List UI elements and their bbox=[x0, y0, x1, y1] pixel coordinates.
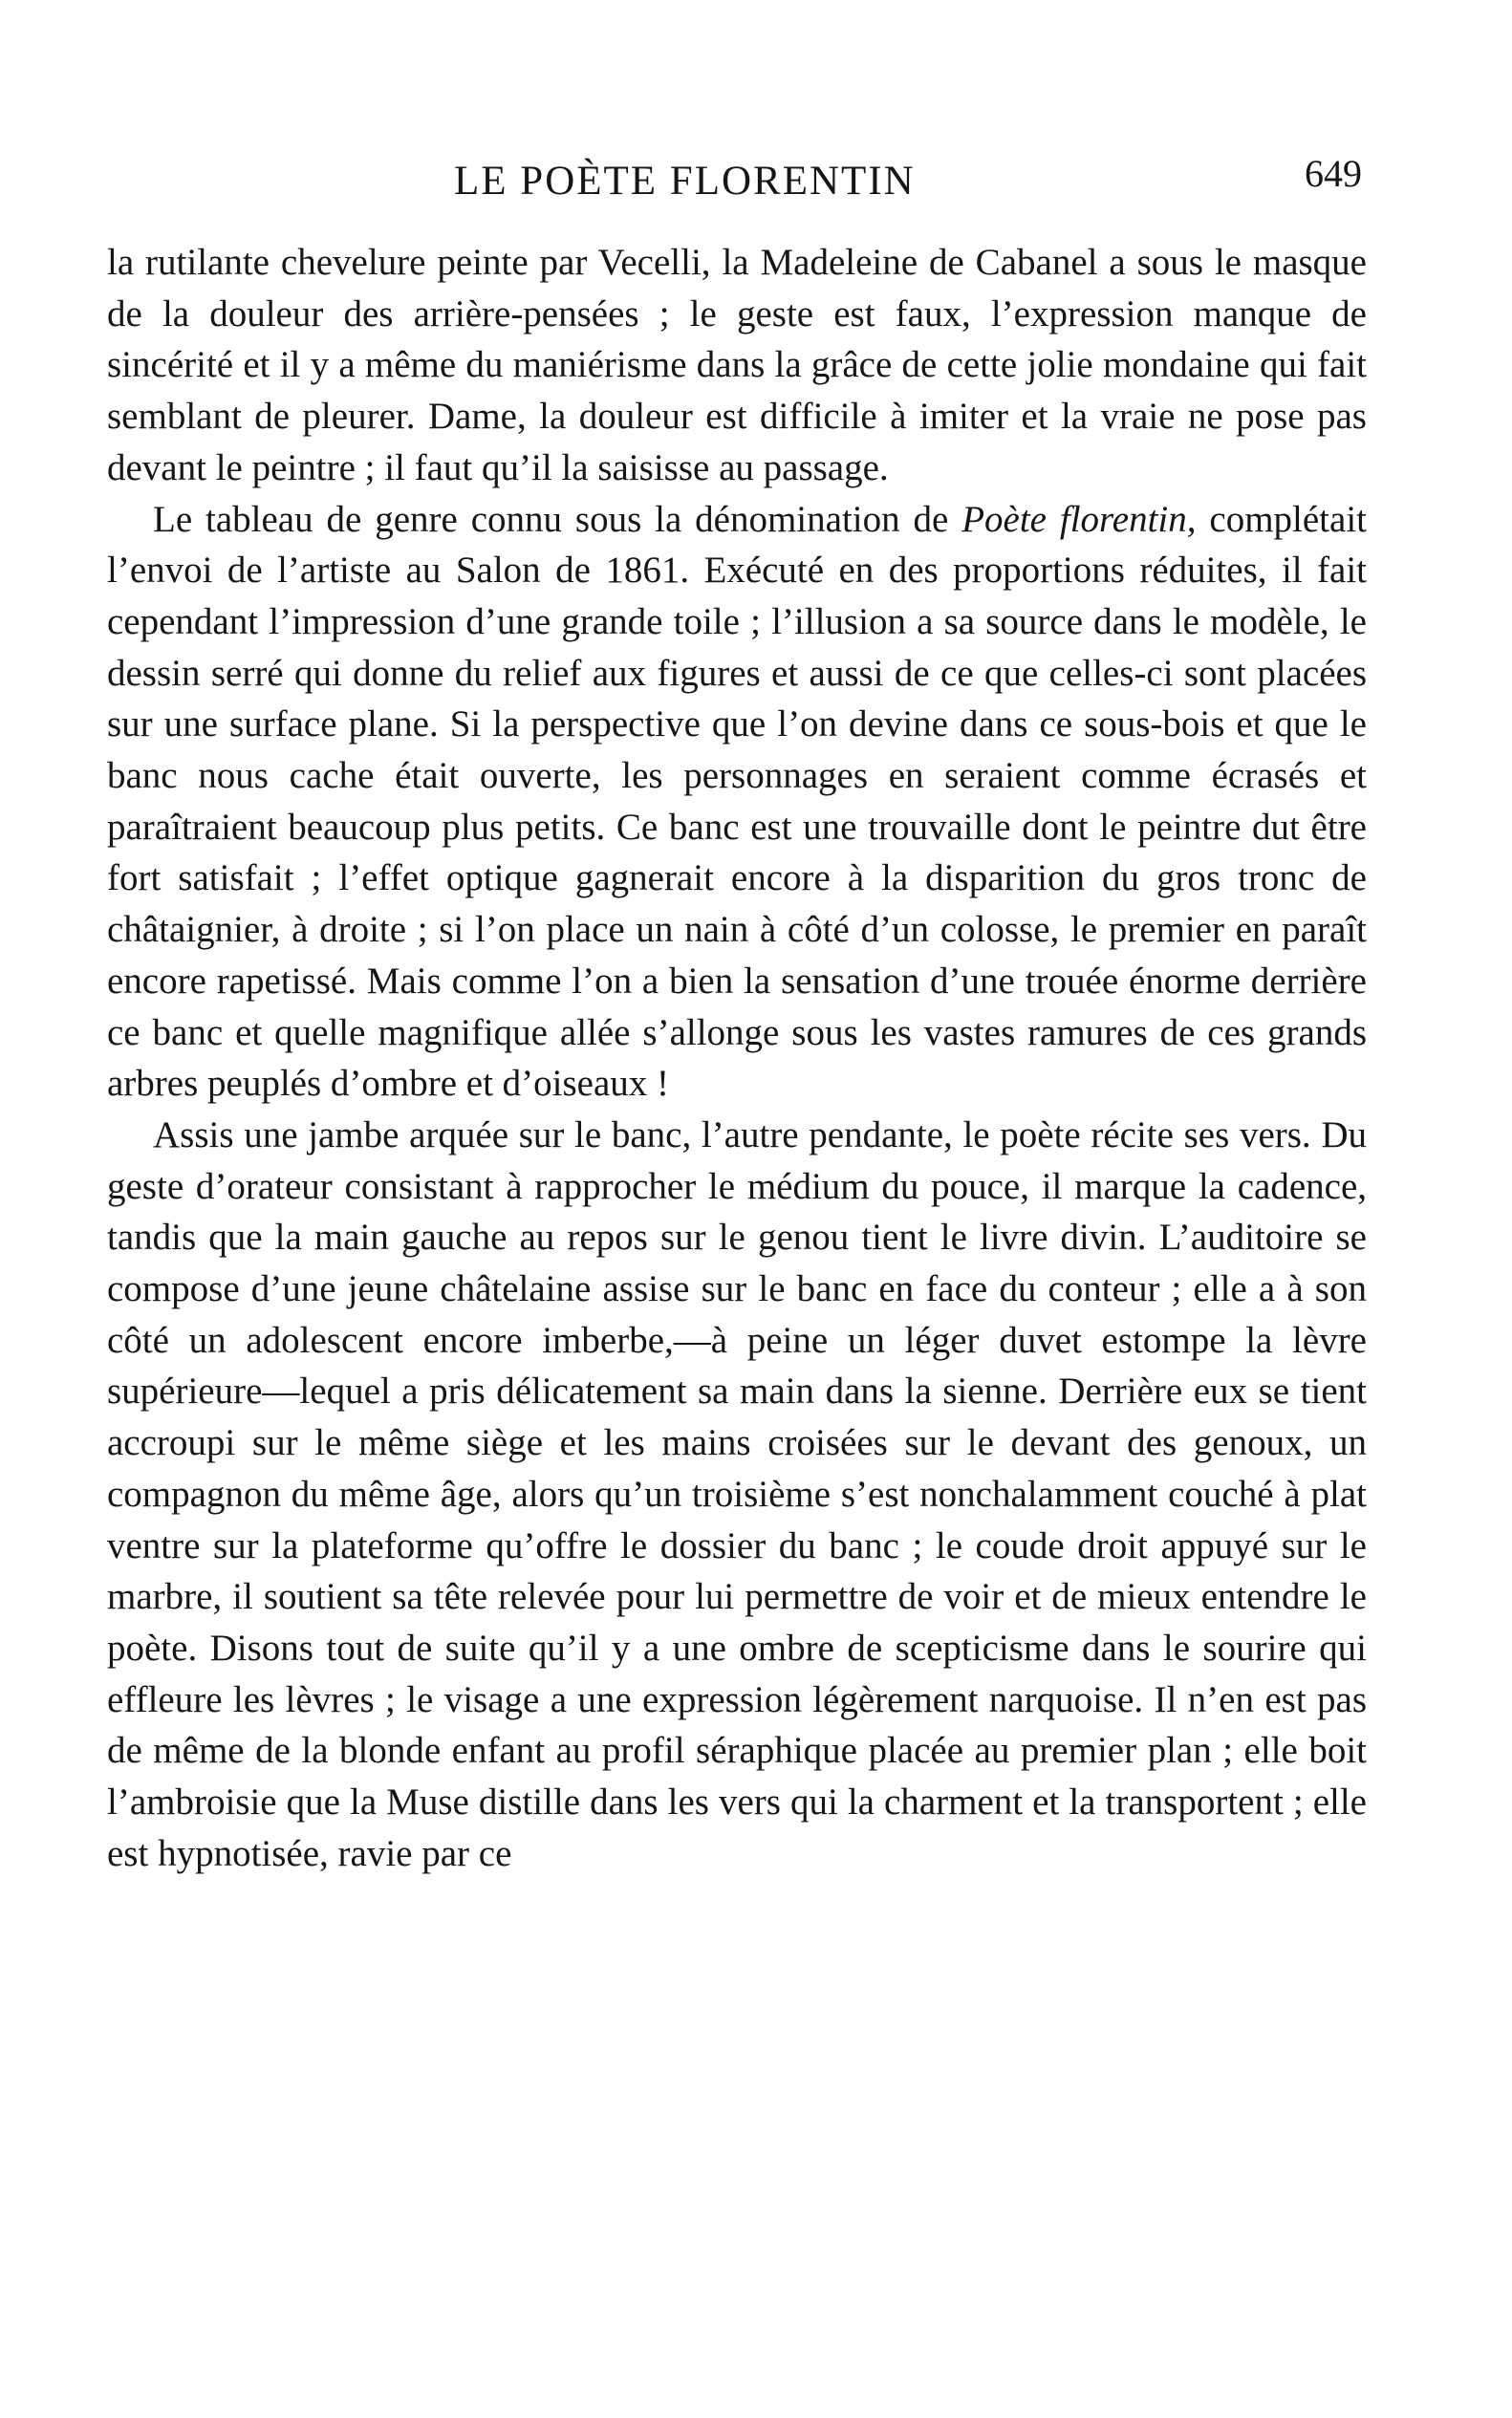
paragraph-2 bbox=[107, 494, 1367, 1110]
body-text bbox=[107, 237, 1367, 1880]
paragraph-1: la rutilante chevelure peinte par Vecelli, la Madeleine de Cabanel a sous le masque de la douleur des arrière-pensées ; le geste est faux, l’expression manque de sincérité et il y a même du maniérisme dans la grâce de cette jolie mondaine qui fait semblant de pleurer. Dame, la douleur est difficile à imiter et la vraie ne pose pas devant le peintre ; il faut qu’il la saisisse au passage. bbox=[107, 242, 1367, 488]
page-number: 649 bbox=[1305, 152, 1362, 195]
paragraph-2-start: Le tableau de genre connu sous la dénomination de bbox=[153, 498, 962, 540]
running-head bbox=[110, 153, 1362, 210]
running-title: LE POÈTE FLORENTIN bbox=[454, 159, 916, 204]
paragraph-3: Assis une jambe arquée sur le banc, l’autre pendante, le poète récite ses vers. Du geste d’orateur consistant à rapprocher le médium du pouce, il marque la cadence, tandis que la main gauche au repos sur le genou tient le livre divin. L’auditoire se compose d’une jeune châtelaine assise sur le banc en face du conteur ; elle a à son côté un adolescent encore imberbe,—à peine un léger duvet estompe la lèvre supérieure—lequel a pris délicatement sa main dans la sienne. Derrière eux se tient accroupi sur le même siège et les mains croisées sur le devant des genoux, un compagnon du même âge, alors qu’un troisième s’est nonchalamment couché à plat ventre sur la plateforme qu’offre le dossier du banc ; le coude droit appuyé sur le marbre, il soutient sa tête relevée pour lui permettre de voir et de mieux entendre le poète. Disons tout de suite qu’il y a une ombre de scepticisme dans le sourire qui effleure les lèvres ; le visage a une expression légèrement narquoise. Il n’en est pas de même de la blonde enfant au profil séraphique placée au premier plan ; elle boit l’ambroisie que la Muse distille dans les vers qui la charment et la transportent ; elle est hypnotisée, ravie par ce bbox=[107, 1113, 1367, 1874]
paragraph-2-rest: complétait l’envoi de l’artiste au Salon de 1861. Exécuté en des proportions réduites, il fait cependant l’impression d’une grande toile ; l’illusion a sa source dans le modèle, le dessin serré qui donne du relief aux figures et aussi de ce que celles-ci sont placées sur une surface plane. Si la perspective que l’on devine dans ce sous-bois et que le banc nous cache était ouverte, les personnages en seraient comme écrasés et paraîtraient beaucoup plus petits. Ce banc est une trouvaille dont le peintre dut être fort satisfait ; l’effet optique gagnerait encore à la disparition du gros tronc de châtaignier, à droite ; si l’on place un nain à côté d’un colosse, le premier en paraît encore rapetissé. Mais comme l’on a bien la sensation d’une trouée énorme derrière ce banc et quelle magnifique allée s’allonge sous les vastes ramures de ces grands arbres peuplés d’ombre et d’oiseaux ! bbox=[107, 498, 1367, 1105]
painting-title-italic: Poète florentin, bbox=[961, 498, 1197, 540]
